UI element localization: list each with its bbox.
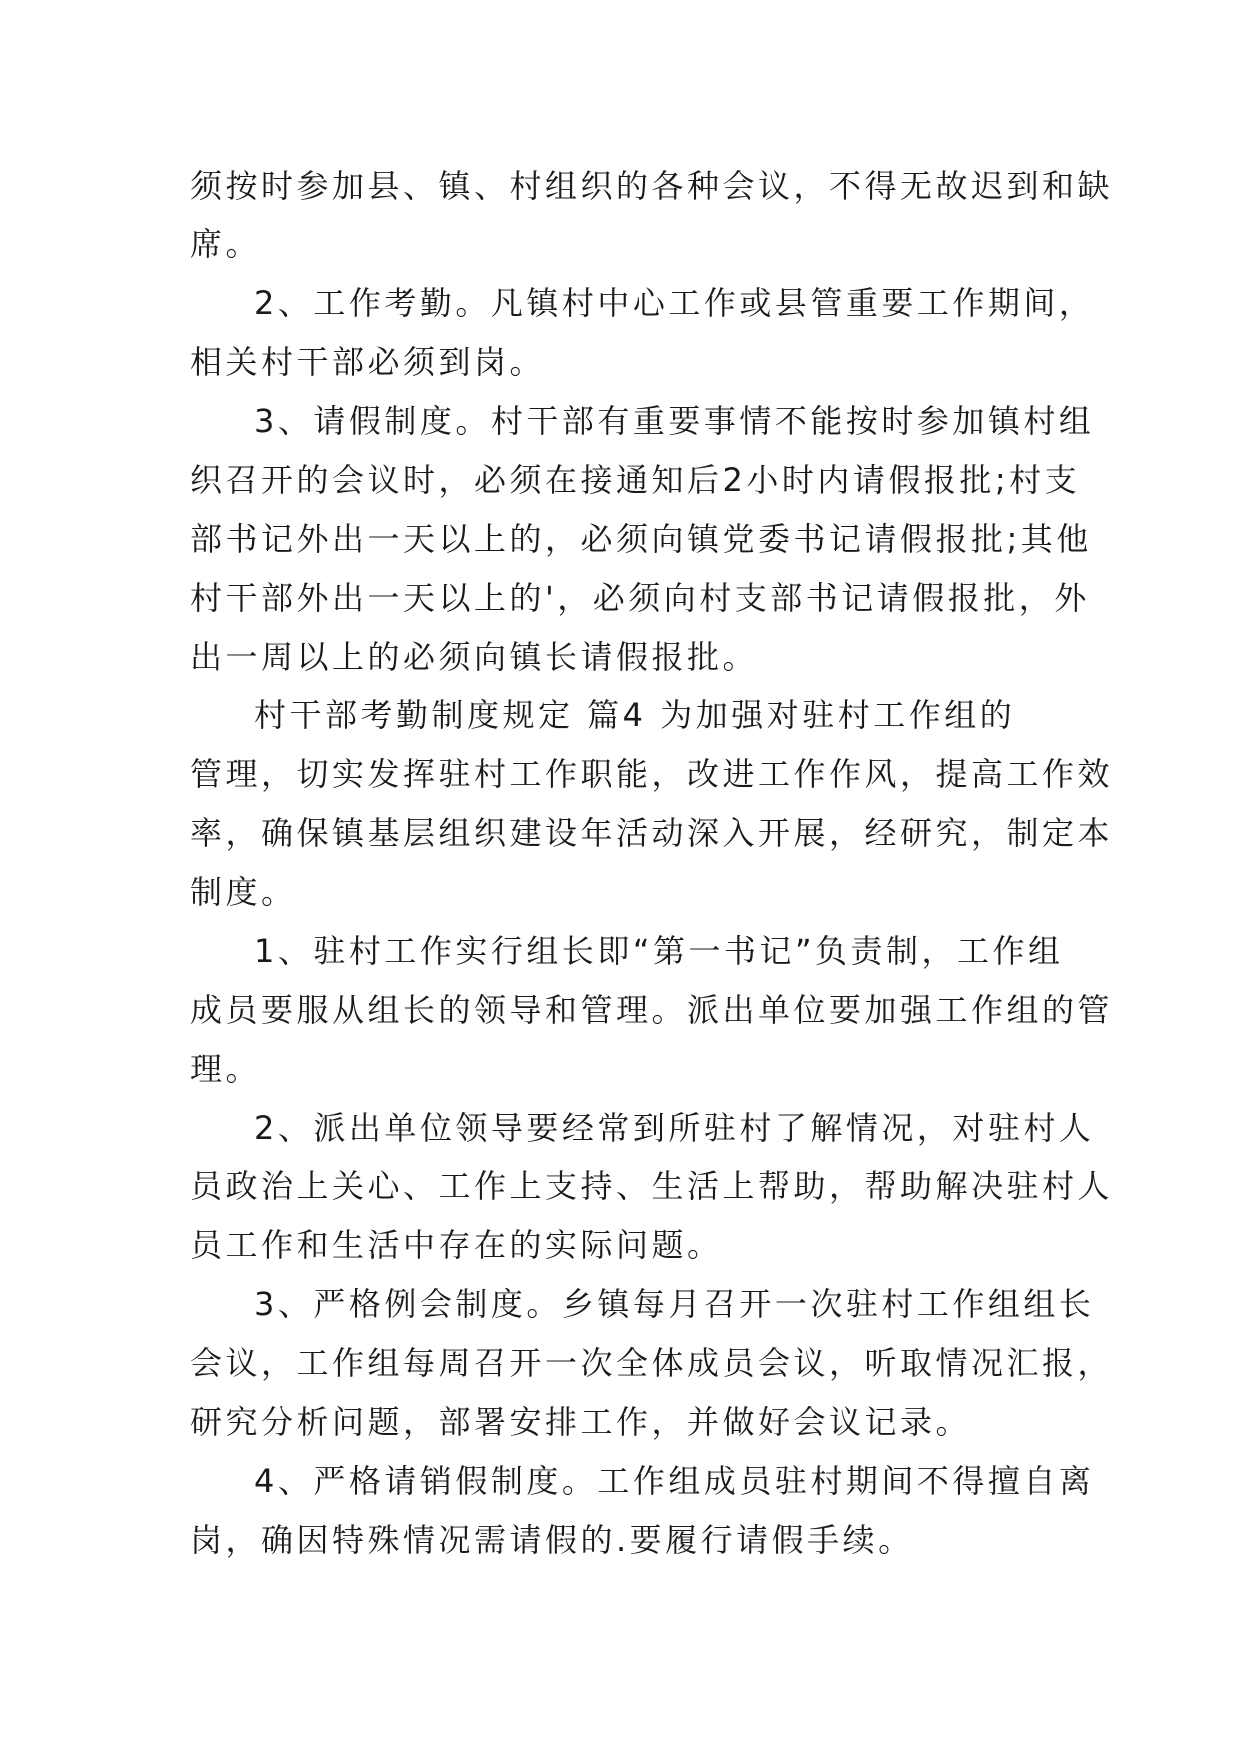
paragraph-start-line: 2、派出单位领导要经常到所驻村了解情况，对驻村人 bbox=[254, 1109, 1095, 1147]
text-line: 理。 bbox=[190, 1050, 262, 1088]
paragraph-start-line: 1、驻村工作实行组长即“第一书记”负责制，工作组 bbox=[254, 932, 1064, 970]
text-line: 管理，切实发挥驻村工作职能，改进工作作风，提高工作效 bbox=[190, 755, 1114, 793]
section-heading-line: 村干部考勤制度规定 篇4 为加强对驻村工作组的 bbox=[254, 696, 1016, 734]
text-line: 成员要服从组长的领导和管理。派出单位要加强工作组的管 bbox=[190, 991, 1114, 1029]
paragraph-start-line: 3、请假制度。村干部有重要事情不能按时参加镇村组 bbox=[254, 402, 1095, 440]
text-line: 员工作和生活中存在的实际问题。 bbox=[190, 1226, 723, 1264]
text-line: 织召开的会议时，必须在接通知后2小时内请假报批;村支 bbox=[190, 461, 1081, 499]
text-line: 须按时参加县、镇、村组织的各种会议，不得无故迟到和缺 bbox=[190, 167, 1114, 205]
text-line: 村干部外出一天以上的'，必须向村支部书记请假报批，外 bbox=[190, 579, 1090, 617]
text-line: 出一周以上的必须向镇长请假报批。 bbox=[190, 638, 759, 676]
paragraph-start-line: 2、工作考勤。凡镇村中心工作或县管重要工作期间， bbox=[254, 284, 1095, 322]
paragraph-start-line: 3、严格例会制度。乡镇每月召开一次驻村工作组组长 bbox=[254, 1285, 1095, 1323]
text-line: 相关村干部必须到岗。 bbox=[190, 343, 546, 381]
text-line: 率，确保镇基层组织建设年活动深入开展，经研究，制定本 bbox=[190, 814, 1114, 852]
text-line: 会议，工作组每周召开一次全体成员会议，听取情况汇报， bbox=[190, 1344, 1114, 1382]
text-line: 研究分析问题，部署安排工作，并做好会议记录。 bbox=[190, 1403, 972, 1441]
text-line: 部书记外出一天以上的，必须向镇党委书记请假报批;其他 bbox=[190, 520, 1092, 558]
text-line: 席。 bbox=[190, 225, 262, 263]
text-line: 岗，确因特殊情况需请假的.要履行请假手续。 bbox=[190, 1521, 914, 1559]
text-line: 制度。 bbox=[190, 873, 297, 911]
text-line: 员政治上关心、工作上支持、生活上帮助，帮助解决驻村人 bbox=[190, 1167, 1114, 1205]
paragraph-start-line: 4、严格请销假制度。工作组成员驻村期间不得擅自离 bbox=[254, 1462, 1095, 1500]
